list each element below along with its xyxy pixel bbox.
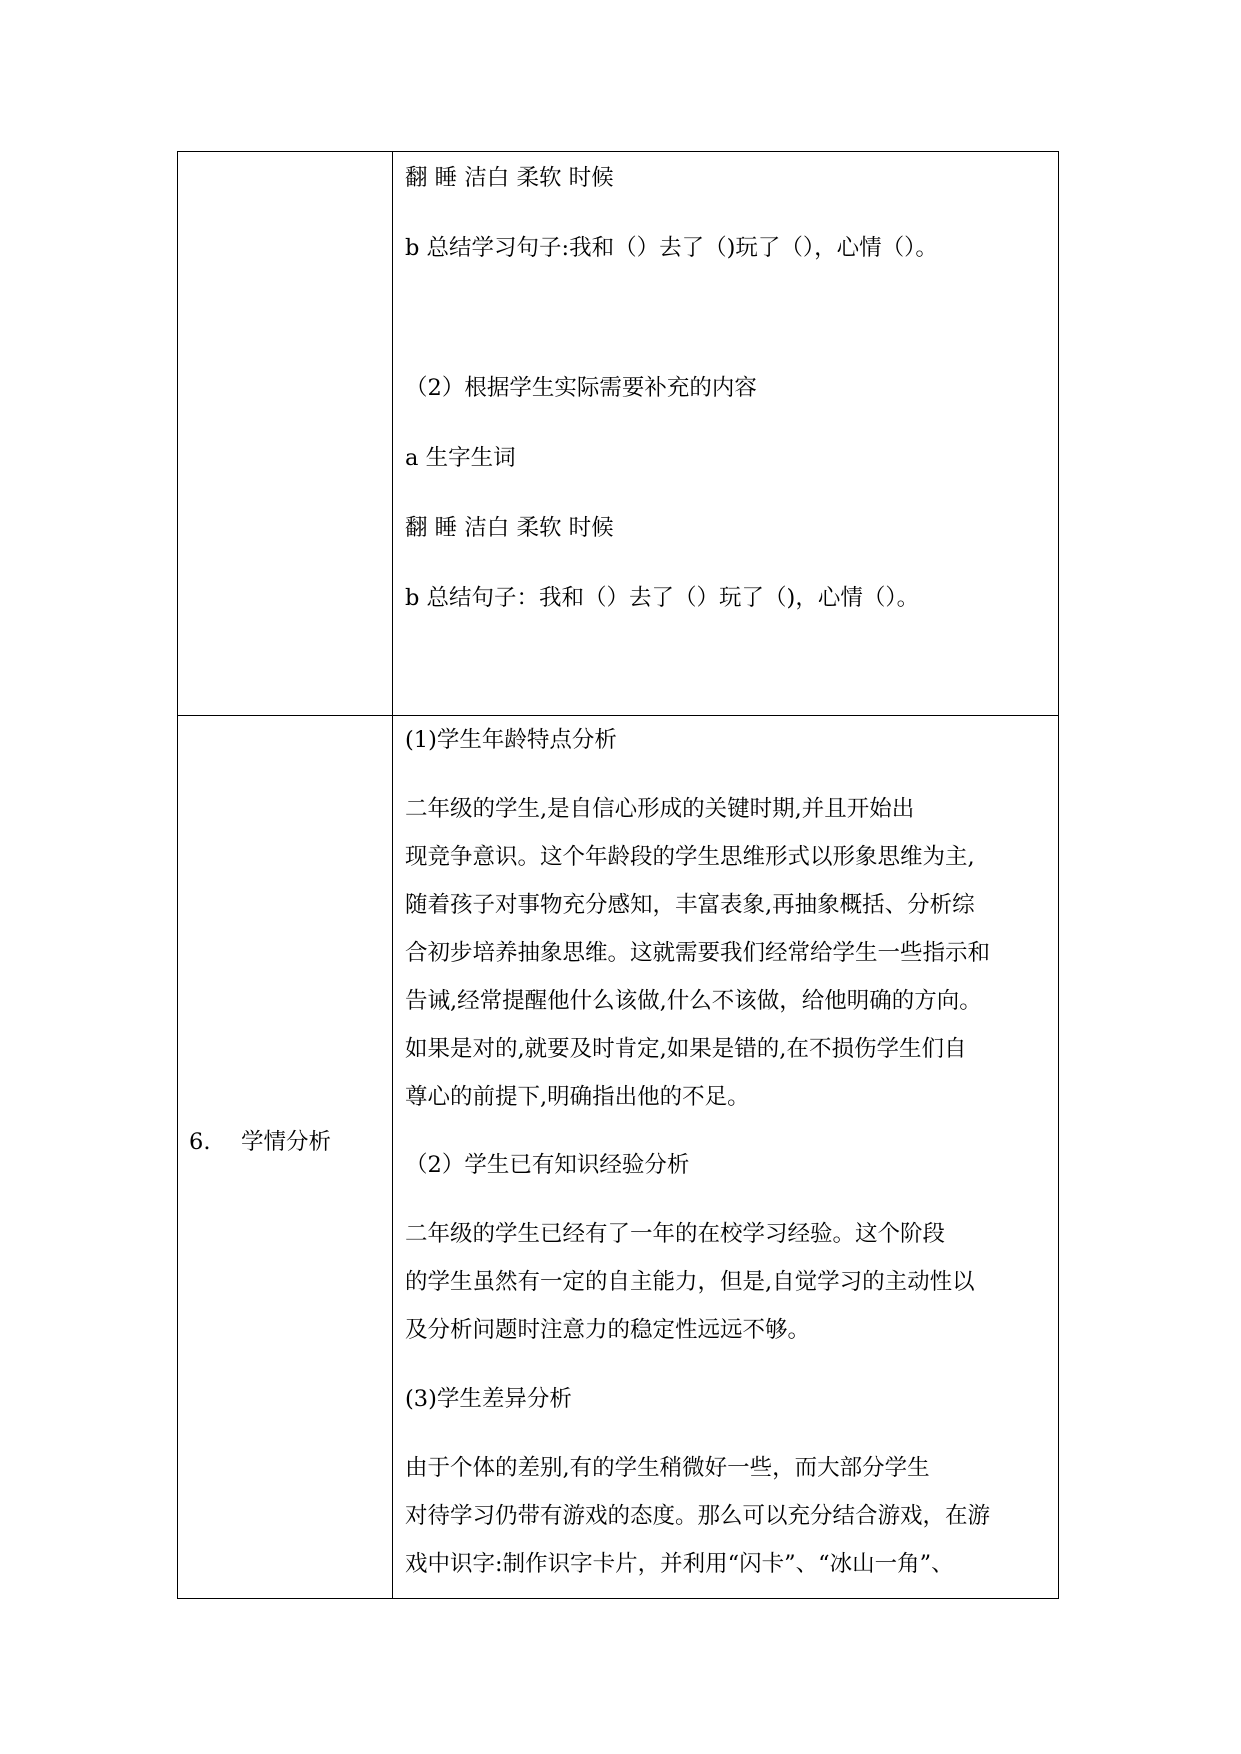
row1-line-2: b 总结学习句子:我和（）去了（)玩了（），心情（）。 (405, 235, 938, 261)
row2-heading-3: (3)学生差异分析 (405, 1386, 572, 1412)
column-divider (392, 152, 393, 1598)
row2-paragraph-line: 二年级的学生,是自信心形成的关键时期,并且开始出 (405, 796, 915, 822)
row1-line-6: b 总结句子：我和（）去了（）玩了（)，心情（）。 (405, 585, 920, 611)
content-table (177, 151, 1059, 1599)
row2-paragraph-line: 合初步培养抽象思维。这就需要我们经常给学生一些指示和 (405, 940, 991, 966)
row2-heading-1: (1)学生年龄特点分析 (405, 727, 617, 753)
row-label-text: 学情分析 (241, 1129, 332, 1155)
row-label-learning-analysis (189, 1127, 331, 1157)
row1-line-5: 翻 睡 洁白 柔软 时候 (405, 515, 614, 541)
row2-paragraph-line: 二年级的学生已经有了一年的在校学习经验。这个阶段 (405, 1221, 946, 1247)
row1-line-1: 翻 睡 洁白 柔软 时候 (405, 165, 614, 191)
row2-paragraph-line: 及分析问题时注意力的稳定性远远不够。 (405, 1317, 811, 1343)
row2-paragraph-line: 对待学习仍带有游戏的态度。那么可以充分结合游戏，在游 (405, 1503, 991, 1529)
row2-paragraph-line: 告诫,经常提醒他什么该做,什么不该做，给他明确的方向。 (405, 988, 982, 1014)
row2-paragraph-line: 现竞争意识。这个年龄段的学生思维形式以形象思维为主, (405, 844, 975, 870)
row2-paragraph-line: 如果是对的,就要及时肯定,如果是错的,在不损伤学生们自 (405, 1036, 967, 1062)
content-cell-right (405, 152, 1050, 1598)
row2-paragraph-line: 戏中识字:制作识字卡片，并利用“闪卡”、“冰山一角”、 (405, 1551, 954, 1577)
row2-paragraph-line: 随着孩子对事物充分感知，丰富表象,再抽象概括、分析综 (405, 892, 975, 918)
row-label-number: 6. (189, 1129, 211, 1155)
row2-paragraph-line: 尊心的前提下,明确指出他的不足。 (405, 1084, 750, 1110)
row2-paragraph-line: 的学生虽然有一定的自主能力，但是,自觉学习的主动性以 (405, 1269, 975, 1295)
row2-paragraph-line: 由于个体的差别,有的学生稍微好一些，而大部分学生 (405, 1455, 930, 1481)
row1-line-4: a 生字生词 (405, 445, 516, 471)
row2-heading-2: （2）学生已有知识经验分析 (405, 1152, 690, 1178)
row1-line-3: （2）根据学生实际需要补充的内容 (405, 375, 757, 401)
